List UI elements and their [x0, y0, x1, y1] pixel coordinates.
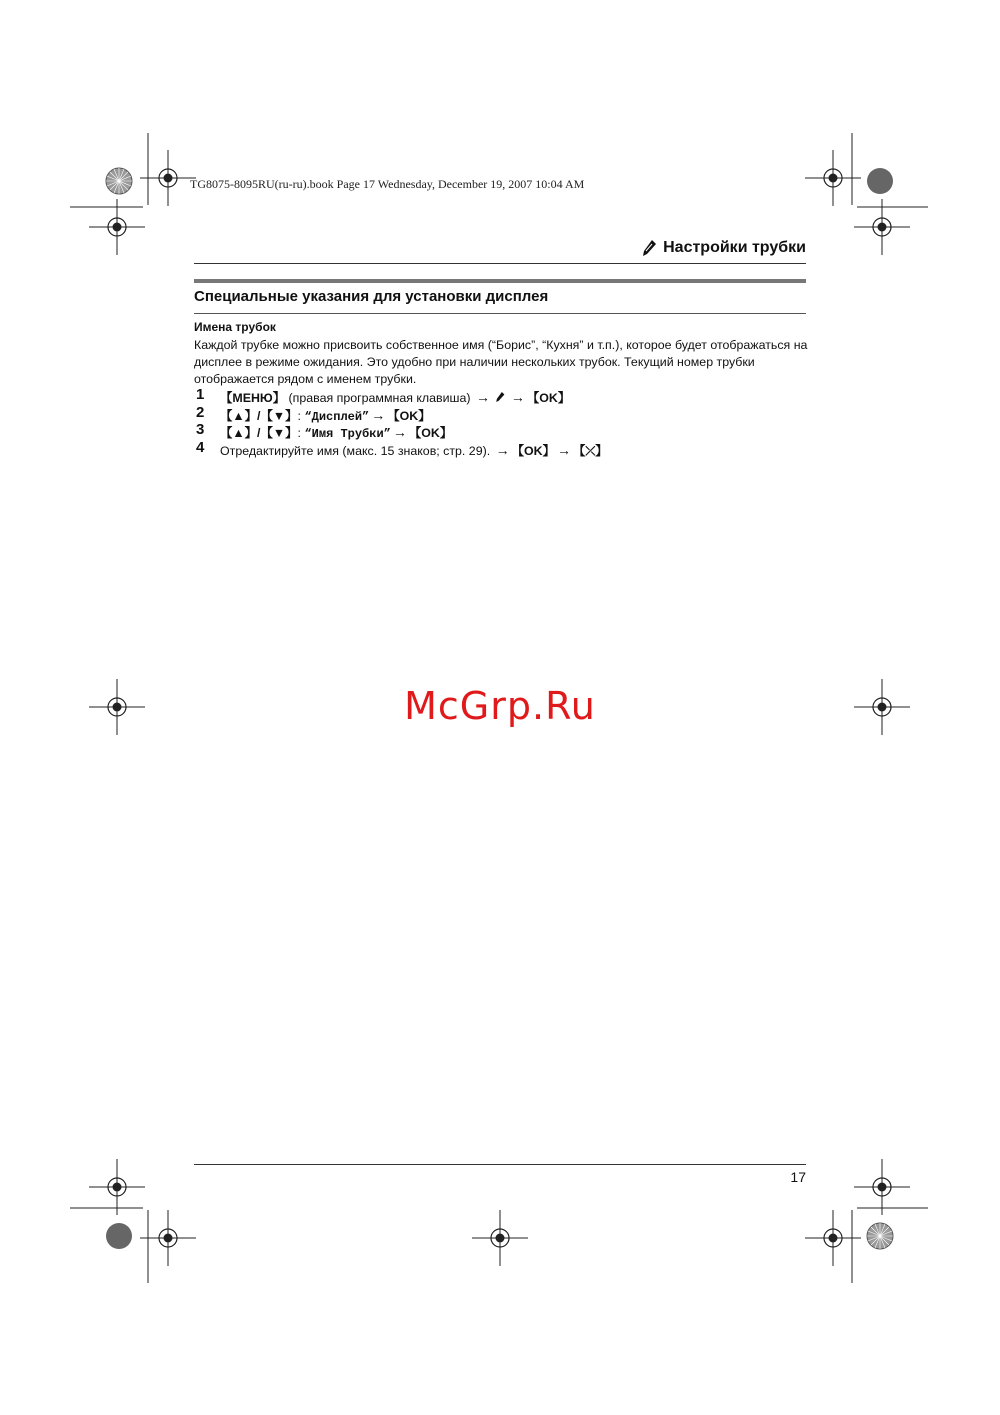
step-number: 2	[196, 403, 205, 421]
heading-underline	[194, 313, 806, 314]
step-number: 4	[196, 438, 205, 456]
registration-mark-icon	[89, 1159, 145, 1215]
paragraph-line: отображается рядом с именем трубки.	[194, 372, 417, 386]
step-text: Отредактируйте имя (макс. 15 знаков; стр. 29).	[220, 443, 494, 458]
menu-item-name: “Имя Трубки”	[304, 427, 391, 441]
watermark: McGrp.Ru	[404, 684, 596, 728]
intro-paragraph	[194, 337, 809, 388]
color-target-icon	[106, 1223, 132, 1249]
ok-key: 【OK】	[526, 391, 571, 405]
color-target-icon	[867, 1223, 893, 1249]
registration-mark-icon	[472, 1210, 528, 1266]
paragraph-line: дисплее в режиме ожидания. Это удобно при наличии нескольких трубок. Текущий номер трубки	[194, 355, 755, 369]
footer-rule	[194, 1164, 806, 1165]
page-number: 17	[790, 1169, 806, 1185]
subheading: Имена трубок	[194, 320, 276, 334]
arrow-icon: →	[371, 406, 386, 423]
wrench-pencil-icon	[641, 239, 657, 257]
section-title	[641, 239, 806, 257]
ok-key: 【OK】	[387, 408, 431, 423]
colon: :	[297, 408, 305, 423]
color-target-icon	[106, 168, 132, 194]
color-target-icon	[867, 168, 893, 194]
registration-mark-icon	[805, 150, 861, 206]
page-heading: Специальные указания для установки дисплея	[194, 288, 549, 305]
step-number: 1	[196, 386, 205, 403]
arrow-icon: →	[475, 389, 490, 405]
menu-key: 【МЕНЮ】	[220, 391, 286, 405]
ok-key: 【OK】	[408, 426, 453, 440]
arrow-icon: →	[510, 389, 525, 405]
wrench-pencil-icon	[495, 391, 505, 403]
nav-keys: 【▲】/【▼】	[220, 408, 298, 423]
step-number: 3	[196, 421, 205, 438]
colon: :	[297, 426, 305, 440]
section-title-text: Настройки трубки	[663, 239, 806, 256]
heading-rule	[194, 279, 806, 283]
header-rule	[194, 263, 806, 264]
book-info-line: TG8075-8095RU(ru-ru).book Page 17 Wednesday, December 19, 2007 10:04 AM	[190, 177, 585, 191]
registration-mark-icon	[805, 1210, 861, 1266]
nav-keys: 【▲】/【▼】	[220, 426, 298, 440]
arrow-icon: →	[556, 441, 571, 458]
paragraph-line: Каждой трубке можно присвоить собственное имя (“Борис”, “Кухня” и т.п.), которое будет отображаться на	[194, 338, 808, 352]
menu-item-name: “Дисплей”	[304, 409, 370, 424]
ok-key: 【OK】	[511, 443, 555, 458]
arrow-icon: →	[392, 424, 407, 440]
registration-mark-icon	[854, 1159, 910, 1215]
step-text: (правая программная клавиша)	[285, 391, 474, 405]
off-key: 【⤫】	[572, 443, 608, 458]
arrow-icon: →	[495, 441, 510, 458]
